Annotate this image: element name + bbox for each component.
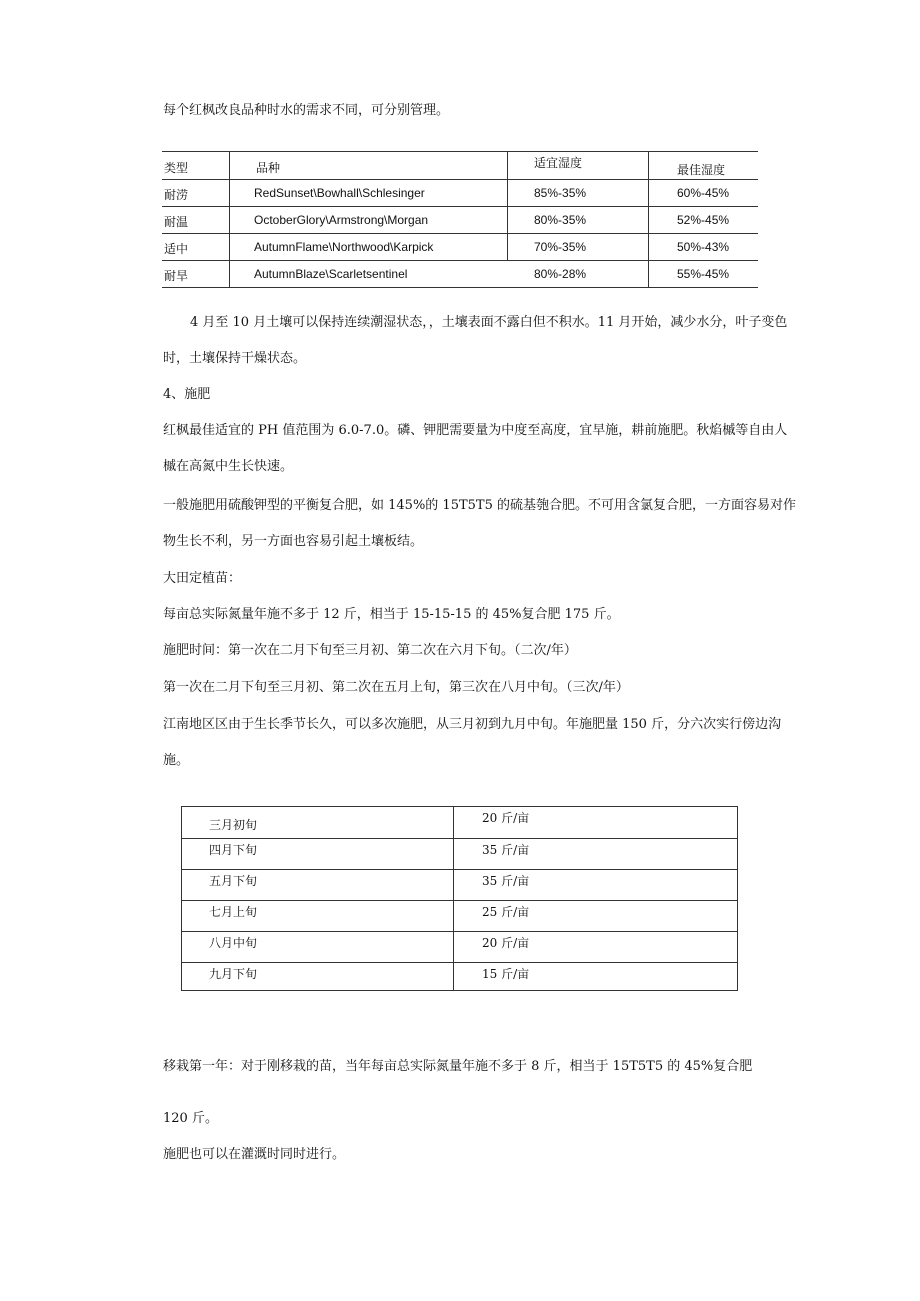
paragraph-nitrogen-amount: 每亩总实际氮量年施不多于 12 斤，相当于 15-15-15 的 45%复合肥 175 斤。	[163, 607, 620, 622]
paragraph-ph-cont: 槭在高氮中生长快速。	[163, 459, 294, 474]
header-type: 类型	[164, 161, 189, 175]
paragraph-soil-moisture: 4 月至 10 月土壤可以保持连续潮湿状态，，土壤表面不露白但不积水。11 月开始，减少水分，叶子变色	[190, 315, 788, 330]
header-variety: 品种	[256, 161, 281, 175]
table-row	[162, 234, 758, 261]
cell-period: 八月中旬	[209, 936, 258, 950]
cell-amount: 25 斤/亩	[482, 905, 530, 919]
cell-amount: 35 斤/亩	[482, 843, 530, 857]
cell-period: 七月上旬	[209, 905, 258, 919]
table-row	[182, 900, 737, 932]
cell-variety: OctoberGlory\Armstrong\Morgan	[254, 213, 429, 227]
table-row	[162, 207, 758, 234]
cell-amount: 35 斤/亩	[482, 874, 530, 888]
paragraph-schedule-thrice: 第一次在二月下旬至三月初、第二次在五月上旬，第三次在八月中旬。（三次/年）	[163, 680, 629, 695]
cell-type: 耐旱	[164, 269, 189, 283]
paragraph-schedule-twice: 施肥时间：第一次在二月下旬至三月初、第二次在六月下旬。（二次/年）	[163, 643, 577, 658]
cell-period: 四月下旬	[209, 843, 258, 857]
paragraph-field-seedlings: 大田定植苗：	[163, 571, 242, 586]
moisture-table	[162, 151, 758, 288]
cell-period: 五月下旬	[209, 874, 258, 888]
paragraph-fertilizer-type: 一般施肥用硫酸钾型的平衡复合肥，如 145%的 15T5T5 的硫基匏合肥。不可用含氯复合肥，一方面容易对作	[163, 498, 796, 513]
fertilizing-schedule-table	[181, 806, 738, 991]
cell-amount: 15 斤/亩	[482, 967, 530, 981]
paragraph-transplant-first-year: 移栽第一年：对于刚移栽的苗，当年每亩总实际氮量年施不多于 8 斤，相当于 15T5T5 的 45%复合肥	[163, 1059, 753, 1074]
paragraph-jiangnan-cont: 施。	[163, 753, 190, 768]
cell-type: 耐涝	[164, 188, 189, 202]
cell-variety: AutumnBlaze\Scarletsentinel	[254, 267, 408, 281]
paragraph-soil-moisture-cont: 时，土壤保持干燥状态。	[163, 351, 307, 366]
header-suitable: 适宜湿度	[534, 156, 583, 170]
cell-period: 三月初旬	[209, 818, 258, 832]
cell-period: 九月下旬	[209, 967, 258, 981]
paragraph-ph: 红枫最佳适宜的 PH 值范围为 6.0-7.0。磷、钾肥需要量为中度至高度，宜早施，耕前施肥。秋焰槭等自由人	[163, 423, 788, 438]
paragraph-fertilizer-type-cont: 物生长不利，另一方面也容易引起土壤板结。	[163, 534, 424, 549]
cell-amount: 20 斤/亩	[482, 811, 530, 825]
paragraph-jiangnan: 江南地区区由于生长季节长久，可以多次施肥，从三月初到九月中旬。年施肥量 150 斤，分六次实行傍边沟	[163, 717, 782, 732]
table-row	[182, 962, 737, 996]
cell-suitable: 80%-28%	[534, 267, 587, 281]
paragraph-irrigation: 施肥也可以在灌溉时同时进行。	[163, 1147, 346, 1162]
table-row	[182, 807, 737, 839]
table-row	[182, 838, 737, 870]
cell-best: 60%-45%	[677, 186, 730, 200]
cell-suitable: 70%-35%	[534, 240, 587, 254]
table-row	[162, 180, 758, 207]
table-row	[182, 869, 737, 901]
cell-suitable: 80%-35%	[534, 213, 587, 227]
cell-best: 55%-45%	[677, 267, 730, 281]
paragraph-transplant-amount: 120 斤。	[163, 1111, 218, 1126]
cell-type: 适中	[164, 242, 189, 256]
cell-variety: RedSunset\Bowhall\Schlesinger	[254, 186, 425, 200]
table-row	[182, 931, 737, 963]
section-heading-fertilizing: 4、施肥	[163, 387, 211, 402]
cell-best: 50%-43%	[677, 240, 730, 254]
cell-amount: 20 斤/亩	[482, 936, 530, 950]
table-row	[162, 261, 758, 287]
cell-variety: AutumnFlame\Northwood\Karpick	[254, 240, 434, 254]
cell-best: 52%-45%	[677, 213, 730, 227]
header-best: 最佳湿度	[677, 163, 726, 177]
moisture-table-header	[162, 152, 758, 180]
cell-type: 耐温	[164, 215, 189, 229]
paragraph-water-needs: 每个红枫改良品种时水的需求不同，可分别管理。	[163, 103, 450, 118]
cell-suitable: 85%-35%	[534, 186, 587, 200]
